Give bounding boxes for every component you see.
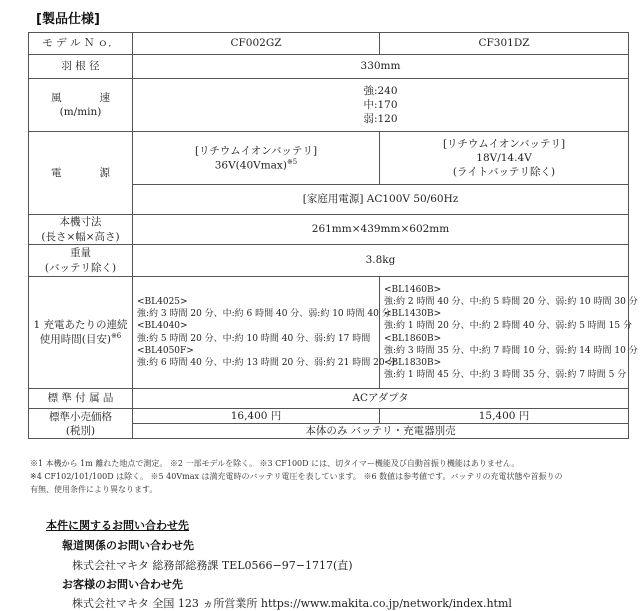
price-b: 15,400 円 (380, 409, 629, 424)
row-size (29, 215, 629, 245)
wind-values: 強:240 中:170 弱:120 (133, 79, 629, 132)
row-wind (29, 79, 629, 132)
section-heading: [製品仕様] (36, 12, 100, 27)
blade-value: 330mm (133, 55, 629, 79)
footnote-line: ※1 本機から 1m 離れた地点で測定。 ※2 一部モデルを除く。 ※3 CF100D には、切タイマー機能及び自動首振り機能はありません。 (30, 459, 520, 468)
footnote-line: ※4 CF102/101/100D は除く。 ※5 40Vmax は満充電時のバッテリ電圧を表しています。 ※6 数値は参考値です。バッテリの充電状態や首振りの (30, 471, 563, 481)
weight-value: 3.8kg (133, 245, 629, 277)
power-ac: [家庭用電源] AC100V 50/60Hz (133, 185, 629, 215)
runtime-label: 1 充電あたりの連続 使用時間(目安)$^{※6}$ (29, 277, 133, 389)
size-label: 本機寸法 (長さ×幅×高さ) (29, 215, 133, 245)
model-label: モ デ ル Ｎ ｏ． (29, 33, 133, 55)
customer-contact-title: お客様のお問い合わせ先 (62, 578, 183, 591)
customer-contact-line: 株式会社マキタ 全国 123 ヵ所営業所 https://www.makita.co.jp/network/index.html (72, 597, 512, 610)
row-price (29, 409, 629, 424)
row-weight (29, 245, 629, 277)
spec-table (28, 32, 638, 439)
blade-label: 羽 根 径 (29, 55, 133, 79)
power-label: 電 源 (29, 132, 133, 215)
footnotes (30, 458, 620, 496)
row-accessory (29, 389, 629, 409)
row-runtime (29, 277, 629, 389)
press-contact-title: 報道関係のお問い合わせ先 (62, 539, 194, 552)
accessory-value: ACアダプタ (133, 389, 629, 409)
model-b: CF301DZ (380, 33, 629, 55)
press-contact-line: 株式会社マキタ 総務部総務課 TEL0566−97−1717(直) (72, 559, 353, 572)
wind-label: 風 速 (m/min) (29, 79, 133, 132)
price-note: 本体のみ バッテリ・充電器別売 (133, 424, 629, 439)
runtime-b: <BL1460B> 強:約 2 時間 40 分、中:約 5 時間 20 分、弱:約 10 時間 30 分 <BL1430B> 強:約 1 時間 20 分、中:約 2 時間 40 分、弱:約 5 時間 15 分 <BL1860B> 強:約 3 時間 35 分、中:約 7 時間 10 分、弱:約 14 時間 10 分 <BL1830B> 強:約 1 時間 45 分、中:約 3 時間 35 分、弱:約 7 時間 5 分 (380, 277, 629, 389)
row-model (29, 33, 629, 55)
contact-title: 本件に関するお問い合わせ先 (46, 519, 189, 532)
row-blade (29, 55, 629, 79)
power-a: [リチウムイオンバッテリ] $36V(40Vmax)^{※5}$ (133, 132, 380, 185)
power-b: [リチウムイオンバッテリ] 18V/14.4V (ライトバッテリ除く) (380, 132, 629, 185)
footnote-line: 有無、使用条件により異なります。 (30, 484, 158, 494)
price-a: 16,400 円 (133, 409, 380, 424)
accessory-label: 標 準 付 属 品 (29, 389, 133, 409)
model-a: CF002GZ (133, 33, 380, 55)
row-power-battery (29, 132, 629, 185)
price-label: 標準小売価格 (税別) (29, 409, 133, 439)
size-value: 261mm×439mm×602mm (133, 215, 629, 245)
runtime-a: <BL4025> 強:約 3 時間 20 分、中:約 6 時間 40 分、弱:約 10 時間 40 分 <BL4040> 強:約 5 時間 20 分、中:約 10 時間 40 分、弱:約 17 時間 <BL4050F> 強:約 6 時間 40 分、中:約 13 時間 20 分、弱:約 21 時間 20 分 (133, 277, 380, 389)
weight-label: 重量 (バッテリ除く) (29, 245, 133, 277)
